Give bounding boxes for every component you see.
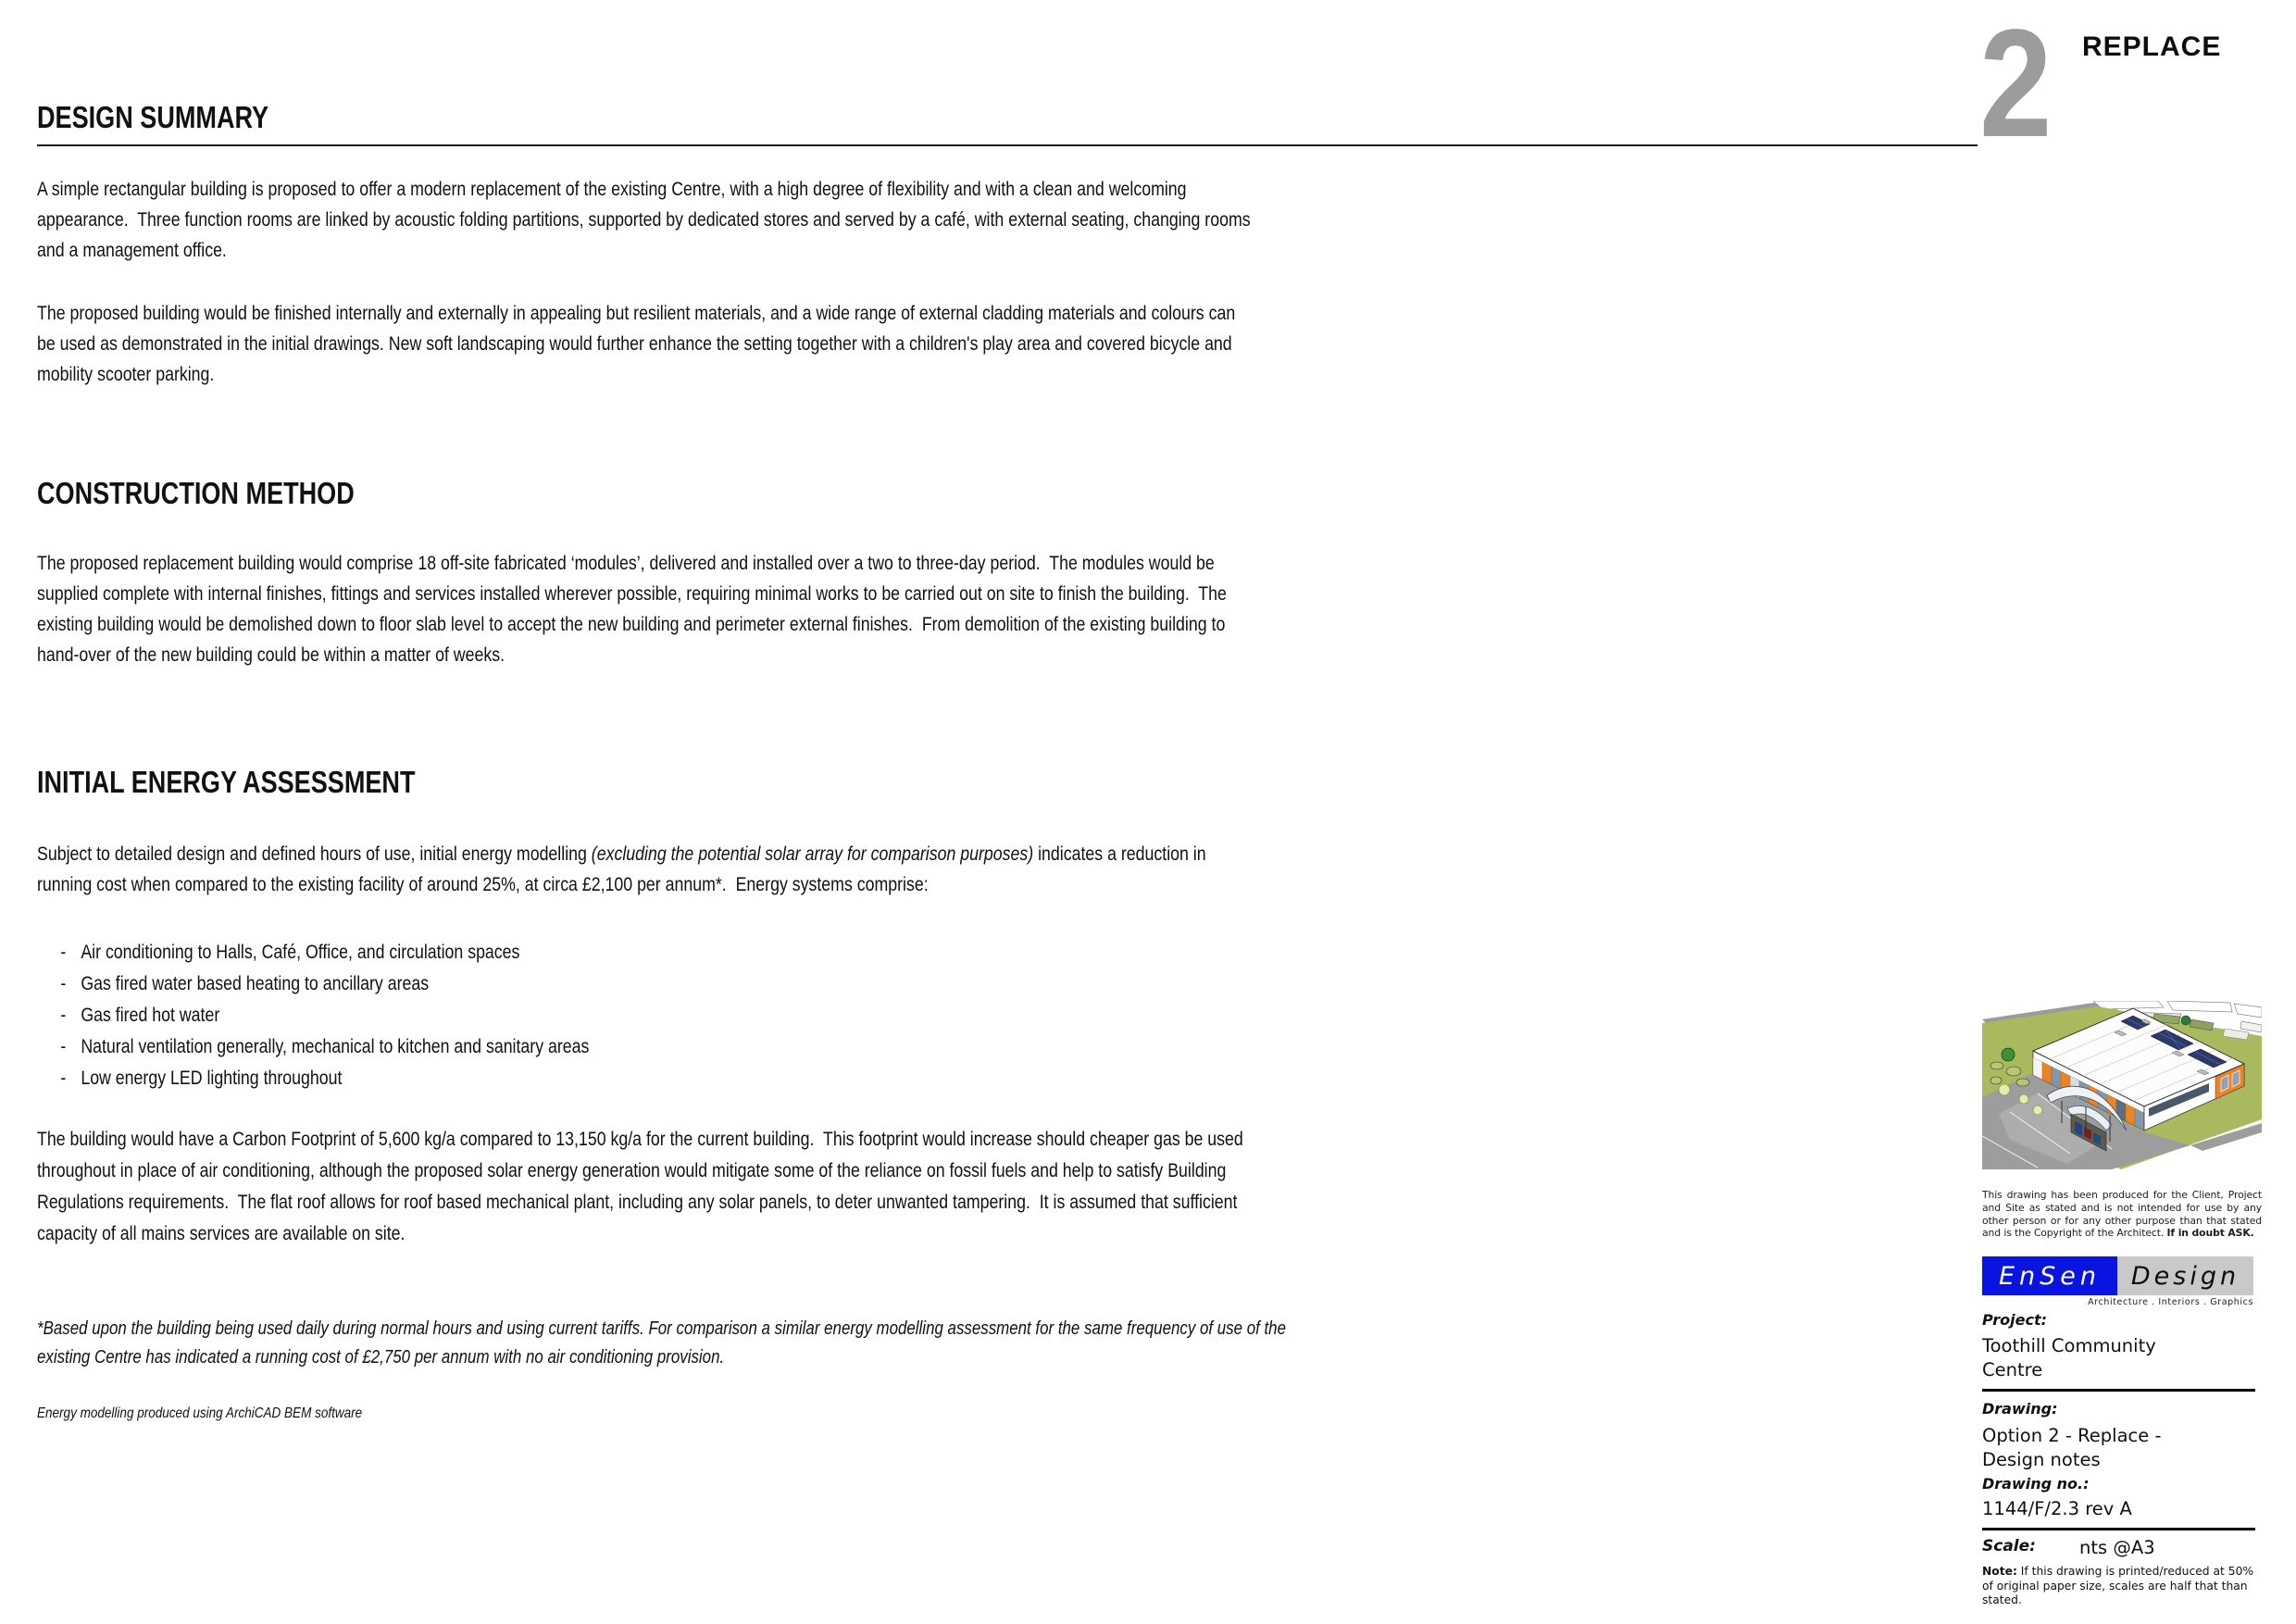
list-item-label: Low energy LED lighting throughout bbox=[81, 1068, 343, 1089]
titleblock-divider bbox=[1982, 1389, 2255, 1392]
ensen-design-logo bbox=[1982, 1256, 2253, 1295]
titleblock-divider bbox=[1982, 1528, 2255, 1530]
heading-underline bbox=[37, 144, 1978, 146]
logo-ensen: EnSen bbox=[1982, 1256, 2117, 1295]
note-text: If this drawing is printed/reduced at 50% of original paper size, scales are half that than stated. bbox=[1982, 1565, 2254, 1606]
option-number: 2 bbox=[1979, 0, 2053, 169]
bullet-dash: - bbox=[60, 973, 67, 994]
list-item bbox=[37, 1000, 1257, 1031]
bullet-dash: - bbox=[60, 1068, 67, 1089]
bullet-dash: - bbox=[60, 1036, 67, 1057]
design-summary-paragraph-1: A simple rectangular building is proposed to offer a modern replacement of the existing Centre, with a high degree of flexibility and with a clean and welcoming appearance. Three function rooms are linked by acoustic folding partitions, supported by dedicated stores and served by a café, with external seating, changing rooms and a management office. bbox=[37, 179, 1255, 261]
intro-text: Subject to detailed design and defined hours of use, initial energy modelling bbox=[37, 843, 592, 865]
drawing-no-value: 1144/F/2.3 rev A bbox=[1982, 1498, 2132, 1519]
project-label: Project: bbox=[1982, 1311, 2047, 1329]
design-summary-heading: DESIGN SUMMARY bbox=[37, 100, 269, 134]
scale-label: Scale: bbox=[1982, 1537, 2036, 1555]
disclaimer-emphasis: If in doubt ASK. bbox=[2166, 1227, 2254, 1240]
construction-method-paragraph: The proposed replacement building would comprise 18 off-site fabricated ‘modules’, delivered and installed over a two to three-day period. The modules would be supplied complete with internal finishes, fittings and services installed wherever possible, requiring minimal works to be carried out on site to finish the building. The existing building would be demolished down to floor slab level to accept the new building and perimeter external finishes. From demolition of the existing building to hand-over of the new building could be within a matter of weeks. bbox=[37, 553, 1231, 666]
intro-italic-clause: (excluding the potential solar array for comparison purposes) bbox=[591, 843, 1034, 865]
building-rendering-image bbox=[1982, 1001, 2262, 1169]
carbon-footprint-paragraph: The building would have a Carbon Footprint of 5,600 kg/a compared to 13,150 kg/a for the current building. This footprint would increase should cheaper gas be used throughout in place of air conditioning, although the proposed solar energy generation would mitigate some of the reliance on fossil fuels and help to satisfy Building Regulations requirements. The flat roof allows for roof based mechanical plant, including any solar panels, to deter unwanted tampering. It is assumed that sufficient capacity of all mains services are available on site. bbox=[37, 1129, 1248, 1244]
disclaimer-text: This drawing has been produced for the Client, Project and Site as stated and is not intended for use by any other person or for any other purpose than that stated and is the Copyright of the Architect. bbox=[1982, 1189, 2262, 1240]
construction-method-heading: CONSTRUCTION METHOD bbox=[37, 476, 355, 510]
list-item-label: Air conditioning to Halls, Café, Office, and circulation spaces bbox=[81, 942, 520, 963]
list-item bbox=[37, 1031, 1257, 1063]
drawing-label: Drawing: bbox=[1982, 1400, 2058, 1418]
logo-design: Design bbox=[2117, 1256, 2253, 1295]
list-item bbox=[37, 937, 1257, 968]
bullet-dash: - bbox=[60, 942, 67, 963]
note-label: Note: bbox=[1982, 1565, 2017, 1578]
design-summary-paragraph-2: The proposed building would be finished internally and externally in appealing but resilient materials, and a wide range of external cladding materials and colours can be used as demonstrated in the initial drawings. New soft landscaping would further enhance the setting together with a children's play area and covered bicycle and mobility scooter parking. bbox=[37, 303, 1241, 385]
energy-systems-list bbox=[37, 937, 1257, 1094]
list-item-label: Gas fired water based heating to ancillary areas bbox=[81, 973, 430, 994]
software-credit: Energy modelling produced using ArchiCAD BEM software bbox=[37, 1405, 363, 1421]
tariff-footnote: *Based upon the building being used daily during normal hours and using current tariffs. For comparison a similar energy modelling assessment for the same frequency of use of the existing Centre has indicated a running cost of £2,750 per annum with no air conditioning provision. bbox=[37, 1318, 1291, 1368]
list-item bbox=[37, 1063, 1257, 1094]
list-item-label: Gas fired hot water bbox=[81, 1005, 220, 1026]
option-label: REPLACE bbox=[2082, 31, 2222, 62]
energy-assessment-intro bbox=[37, 839, 1257, 900]
list-item-label: Natural ventilation generally, mechanical to kitchen and sanitary areas bbox=[81, 1036, 590, 1057]
project-value: Toothill Community Centre bbox=[1982, 1335, 2156, 1380]
scale-value: nts @A3 bbox=[2079, 1537, 2155, 1558]
drawing-value: Option 2 - Replace - Design notes bbox=[1982, 1425, 2162, 1470]
intro-text-after: indicates a reduction in running cost when compared to the existing facility of around 25%, at circa £2,100 per annum*. Energy systems comprise: bbox=[37, 843, 1211, 895]
energy-assessment-heading: INITIAL ENERGY ASSESSMENT bbox=[37, 765, 416, 799]
logo-tagline: Architecture . Interiors . Graphics bbox=[2088, 1297, 2253, 1307]
list-item bbox=[37, 968, 1257, 1000]
drawing-no-label: Drawing no.: bbox=[1982, 1475, 2090, 1493]
print-note bbox=[1982, 1565, 2262, 1608]
bullet-dash: - bbox=[60, 1005, 67, 1026]
copyright-disclaimer bbox=[1982, 1189, 2262, 1240]
